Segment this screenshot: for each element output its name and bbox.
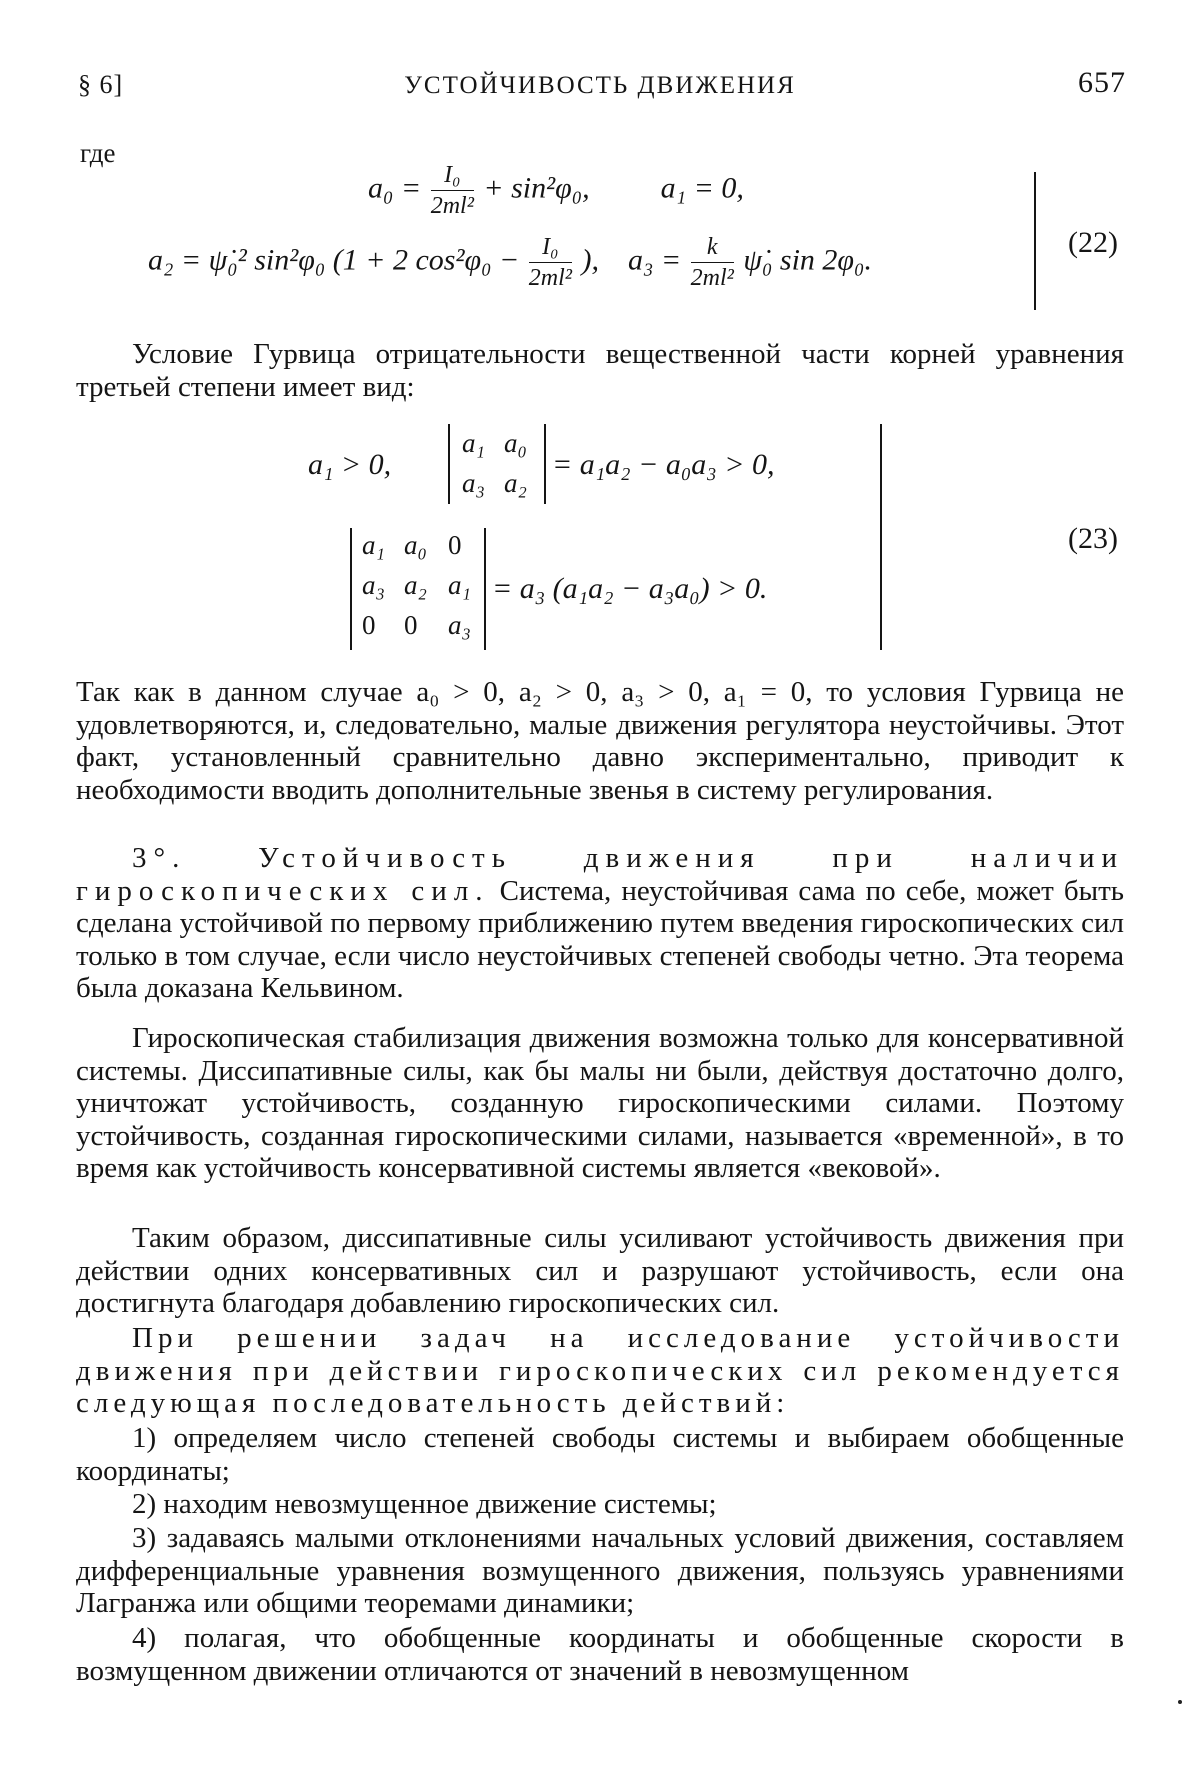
step-3: 3) задаваясь малыми отклонениями начальных условий движения, составляем дифференциальные уравнения возмущенного движения, пользуясь уравнениями Лагранжа или общими теоремами динамики; [76, 1522, 1124, 1620]
det2-cell-11: a₁ [462, 428, 485, 458]
det2-cell-12: a₀ [504, 428, 527, 458]
a1-value: a₁ = 0, [660, 171, 744, 205]
a3-frac-den: 2ml² [690, 265, 734, 291]
equation-number-22: (22) [1068, 226, 1118, 259]
paragraph-hurwitz: Условие Гурвица отрицательности вещественной части корней уравнения третьей степени имеет вид: [76, 338, 1124, 403]
paragraph-dissipative: Таким образом, диссипативные силы усиливают устойчивость движения при действии одних консервативных сил и разрушают устойчивость, если она достигнута благодаря добавлению гироскопических сил. [76, 1222, 1124, 1320]
a0-lhs: a₀ = [368, 171, 422, 205]
a3-frac-num: k [691, 232, 734, 263]
scan-speck [1178, 1700, 1182, 1704]
det3-cell-23: a₁ [448, 570, 471, 600]
paragraph-procedure: При решении задач на исследование устойчивости движения при действии гироскопических сил рекомендуется следующая последовательность действий: [76, 1322, 1124, 1420]
step-1: 1) определяем число степеней свободы системы и выбираем обобщенные координаты; [76, 1422, 1124, 1487]
det3-cell-11: a₁ [362, 530, 385, 560]
a3-rest: ψ̇₀ sin 2φ₀. [743, 243, 872, 277]
a0-frac-num: I₀ [431, 160, 474, 191]
running-title: УСТОЙЧИВОСТЬ ДВИЖЕНИЯ [404, 72, 796, 99]
det2-rhs: = a₁a₂ − a₀a₃ > 0, [552, 448, 775, 481]
formula-22-brace [1020, 172, 1036, 310]
det3-cell-22: a₂ [404, 570, 427, 600]
a3-lhs: a₃ = [627, 243, 682, 277]
formula-23-brace [866, 424, 882, 650]
det3-cell-13: 0 [448, 530, 462, 560]
a2-lhs: a₂ = ψ̇₀² sin²φ₀ (1 + 2 cos²φ₀ − [148, 243, 520, 277]
a2-frac-den: 2ml² [528, 265, 572, 291]
det2-cell-22: a₂ [504, 468, 527, 498]
condition-a1: a₁ > 0, [308, 448, 392, 481]
det3-cell-31: 0 [362, 610, 376, 640]
step-2: 2) находим невозмущенное движение системы; [132, 1488, 717, 1520]
paragraph-hurwitz-conclusion: Так как в данном случае a₀ > 0, a₂ > 0, a₃ > 0, a₁ = 0, то условия Гурвица не удовлетворяются, и, следовательно, малые движения регулятора неустойчивы. Этот факт, установленный сравнительно давно экспериментально, приводит к необходимости вводить дополнительные звенья в систему регулирования. [76, 676, 1124, 806]
a3-fraction [691, 232, 734, 293]
a2-frac-num: I₀ [529, 232, 572, 263]
a0-rest: + sin²φ₀, [483, 171, 590, 205]
paragraph-section-3 [76, 842, 1124, 1005]
equation-number-23: (23) [1068, 522, 1118, 555]
a0-fraction [431, 160, 474, 221]
a2-rest: ), [581, 243, 599, 277]
section-3-body: Система, неустойчивая сама по себе, может быть сделана устойчивой по первому приближению путем введения гироскопических сил только в том случае, если число неустойчивых степеней свободы четно. Эта теорема была доказана Кельвином. [76, 874, 1125, 1005]
det3-rhs: = a₃ (a₁a₂ − a₃a₀) > 0. [492, 572, 768, 605]
determinant-2x2 [448, 424, 546, 504]
det3-cell-12: a₀ [404, 530, 427, 560]
where-label: где [80, 138, 116, 168]
det3-cell-33: a₃ [448, 610, 471, 640]
determinant-3x3 [350, 528, 486, 650]
page-number: 657 [1078, 66, 1126, 99]
formula-22-line-2 [148, 232, 872, 293]
det2-cell-21: a₃ [462, 468, 485, 498]
a2-fraction [529, 232, 572, 293]
paragraph-gyro-stabilization: Гироскопическая стабилизация движения возможна только для консервативной системы. Диссипативные силы, как бы малы ни были, действуя достаточно долго, уничтожат устойчивость, созданную гироскопическими силами. Поэтому устойчивость, созданная гироскопическими силами, называется «временной», в то время как устойчивость консервативной системы является «вековой». [76, 1022, 1124, 1185]
formula-22-line-1 [368, 160, 744, 221]
det3-cell-21: a₃ [362, 570, 385, 600]
section-3-heading: 3°. Устойчивость движения при наличии гироскопических сил. [76, 842, 1124, 907]
a0-frac-den: 2ml² [430, 193, 474, 219]
section-mark: § 6] [78, 70, 124, 99]
det3-cell-32: 0 [404, 610, 418, 640]
step-4: 4) полагая, что обобщенные координаты и обобщенные скорости в возмущенном движении отличаются от значений в невозмущенном [76, 1622, 1124, 1687]
